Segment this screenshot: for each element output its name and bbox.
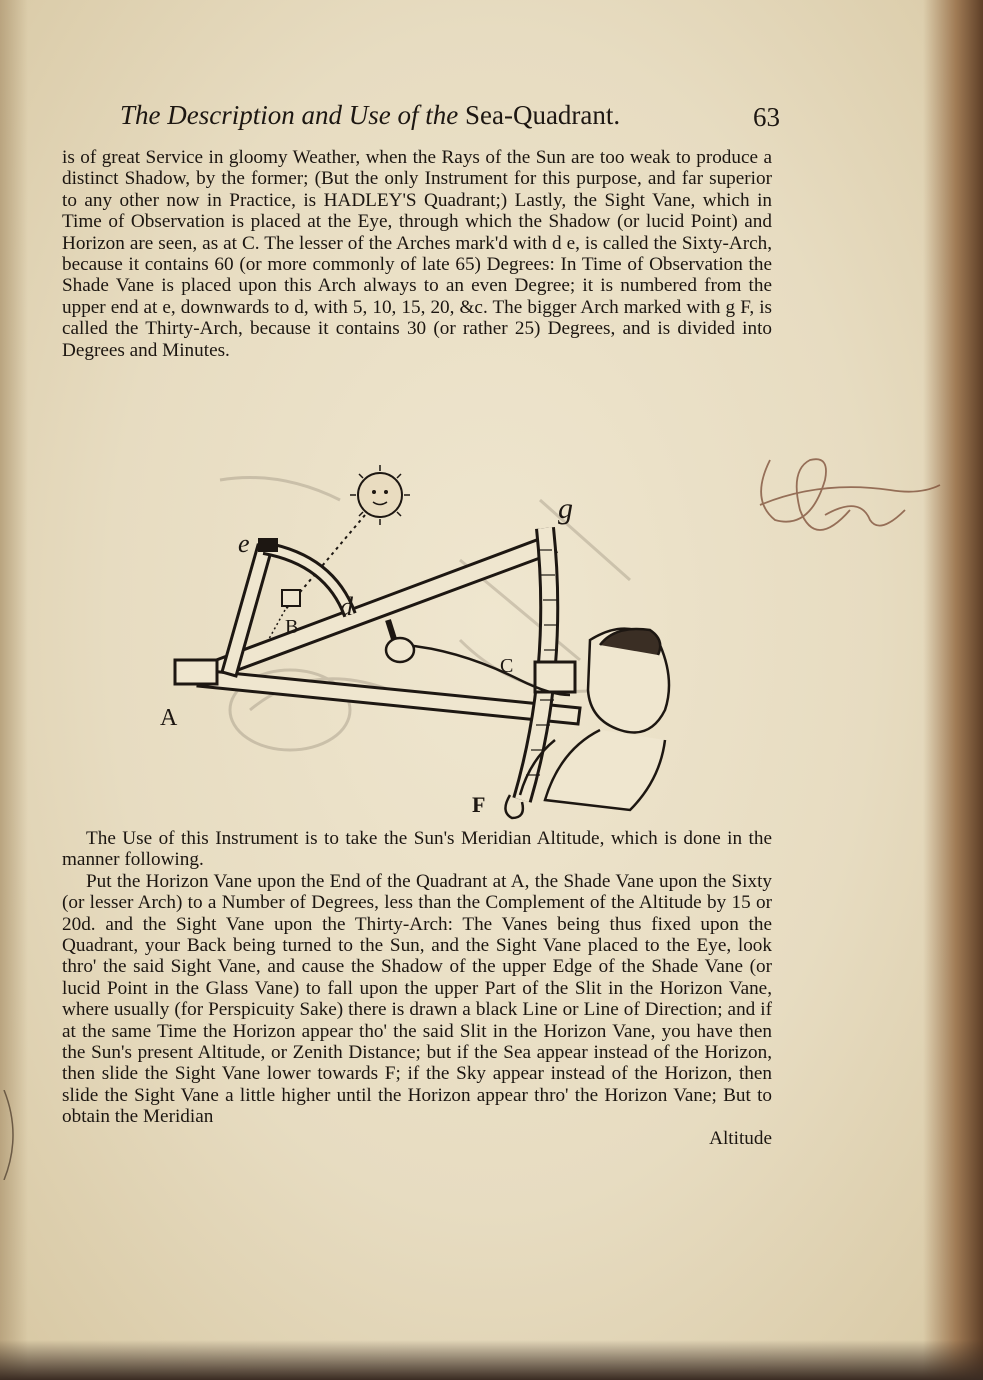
header-title-italic: The Description and Use of the	[120, 100, 459, 130]
label-e: e	[238, 529, 250, 558]
catchword: Altitude	[709, 1127, 772, 1149]
shade-vane-b	[282, 590, 300, 606]
label-b: B	[285, 616, 299, 638]
quadrant-illustration	[160, 440, 800, 835]
paragraph-use: The Use of this Instrument is to take the Sun's Meridian Altitude, which is done in the manner following.	[62, 828, 772, 871]
label-f: F	[472, 792, 486, 817]
page-number: 63	[753, 102, 780, 132]
header-title-roman: Sea-Quadrant.	[464, 100, 621, 130]
horizon-vane	[175, 660, 217, 684]
label-g: g	[558, 492, 573, 525]
sight-vane	[535, 662, 575, 692]
sun-icon	[350, 465, 410, 525]
page-edge-bottom	[0, 1340, 983, 1380]
label-a: A	[160, 705, 178, 731]
label-d: d	[340, 592, 353, 621]
shade-vane	[258, 538, 278, 552]
body-text-bottom	[62, 828, 772, 1149]
paragraph-top: is of great Service in gloomy Weather, when the Rays of the Sun are too weak to produce a distinct Shadow, by the former; (But the only Instrument for this purpose, and far superior to any other now in Practice, is HADLEY'S Quadrant;) Lastly, the Sight Vane, which in Time of Observation is placed at the Eye, through which the Shadow (or lucid Point) and Horizon are seen, as at C. The lesser of the Arches mark'd with d e, is called the Sixty-Arch, because it contains 60 (or more commonly of late 65) Degrees: In Time of Observation the Shade Vane is placed upon this Arch always to an even Degree; it is numbered from the upper end at e, downwards to d, with 5, 10, 15, 20, &c. The bigger Arch marked with g F, is called the Thirty-Arch, because it contains 30 (or rather 25) Degrees, and is divided into Degrees and Minutes.	[62, 147, 772, 361]
body-text-top	[62, 147, 772, 361]
figure-labels	[160, 492, 573, 817]
running-header	[120, 100, 780, 144]
paragraph-method: Put the Horizon Vane upon the End of the Quadrant at A, the Shade Vane upon the Sixty (or lesser Arch) to a Number of Degrees, less than the Complement of the Altitude by 15 or 20d. and the Sight Vane upon the Thirty-Arch: The Vanes being thus fixed upon the Quadrant, your Back being turned to the Sun, and the Sight Vane placed to the Eye, look thro' the said Sight Vane, and cause the Shadow of the upper Edge of the Shade Vane (or lucid Point in the Glass Vane) to fall upon the upper Part of the Slit in the Horizon Vane, where usually (for Perspicuity Sake) there is drawn a black Line or Line of Direction; and if at the same Time the Horizon appear tho' the said Slit in the Horizon Vane, you have then the Sun's present Altitude, or Zenith Distance; but if the Sea appear instead of the Horizon, then slide the Sight Vane lower towards F; if the Sky appear instead of the Horizon, then slide the Sight Vane a little higher until the Horizon appear thro' the Horizon Vane; But to obtain the Meridian	[62, 870, 772, 1128]
quadrant-frame	[195, 528, 580, 800]
handwritten-signature	[730, 440, 950, 560]
page-edge-right	[923, 0, 983, 1380]
label-c: C	[500, 655, 514, 677]
header-title	[120, 100, 620, 131]
binding-thread	[0, 1090, 28, 1180]
